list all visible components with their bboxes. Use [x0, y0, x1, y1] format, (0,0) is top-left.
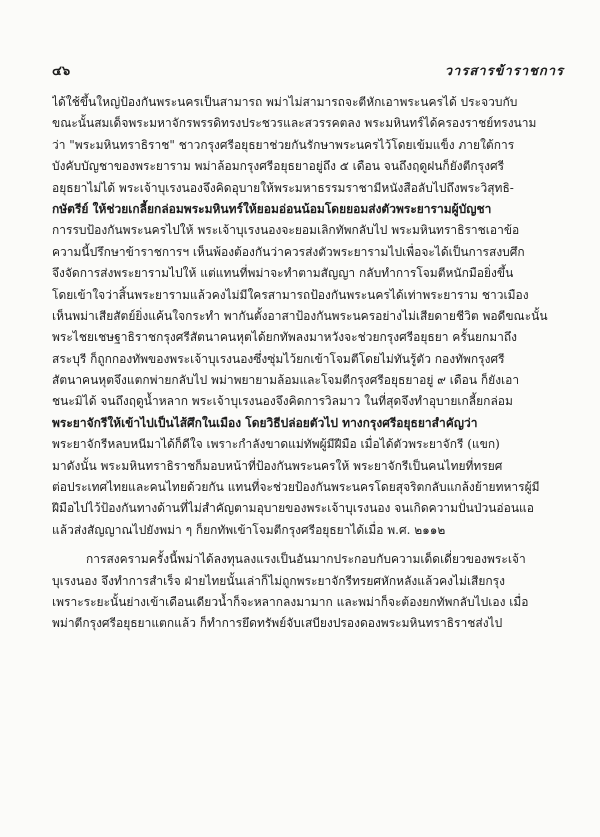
paragraph	[52, 549, 564, 635]
text-line: ได้ใช้ขึ้นใหญ่ป้องกันพระนครเป็นสามารถ พม่าไม่สามารถจะตีหักเอาพระนครได้ ประจวบกับ	[52, 95, 518, 109]
text-line: แล้วส่งสัญญาณไปยังพม่า ๆ ก็ยกทัพเข้าโจมตีกรุงศรีอยุธยาได้เมื่อ พ.ศ. ๒๑๑๒	[52, 522, 446, 537]
text-line: มาดังนั้น พระมหินทราธิราชก็มอบหน้าที่ป้องกันพระนครให้ พระยาจักรีเป็นคนไทยที่ทรยศ	[52, 458, 503, 473]
text-line: สระบุรี ก็ถูกกองทัพของพระเจ้าบุเรงนองซึ่งซุ่มไว้ยกเข้าโจมตีโดยไม่ทันรู้ตัว กองทัพกรุงศรี	[52, 351, 505, 366]
text-line: พระไชยเชษฐาธิราชกรุงศรีสัตนาคนหุตได้ยกทัพลงมาหวังจะช่วยกรุงศรีอยุธยา ครั้นยกมาถึง	[52, 330, 518, 345]
paragraph	[52, 92, 564, 541]
text-line: ต่อประเทศไทยและคนไทยด้วยกัน แทนที่จะช่วยป้องกันพระนครโดยสุจริตกลับแกล้งย้ายทหารผู้มี	[52, 480, 540, 495]
text-line: ฝีมือไปไว้ป้องกันทางด้านที่ไม่สำคัญตามอุบายของพระเจ้าบุเรงนอง จนเกิดความปั่นป่วนอ่อนแอ	[52, 501, 534, 516]
text-line: อยุธยาไม่ได้ พระเจ้าบุเรงนองจึงคิดอุบายให้พระมหาธรรมราชามีหนังสือลับไปถึงพระวิสุทธิ-	[52, 180, 514, 195]
journal-title: วารสารข้าราชการ	[444, 64, 564, 79]
page-header	[52, 60, 564, 80]
body-text	[52, 92, 564, 635]
text-line: พระยาจักรีหลบหนีมาได้ก็ดีใจ เพราะกำลังขาดแม่ทัพผู้มีฝีมือ เมื่อได้ตัวพระยาจักรี (แขก)	[52, 437, 500, 452]
text-line: ขณะนั้นสมเด็จพระมหาจักรพรรดิทรงประชวรและสวรรคตลง พระมหินทร์ได้ครองราชย์ทรงนาม	[52, 116, 537, 131]
text-line: การรบป้องกันพระนครไปให้ พระเจ้าบุเรงนองจะยอมเลิกทัพกลับไป พระมหินทราธิราชเอาข้อ	[52, 223, 520, 238]
text-line: บังคับบัญชาของพระยาราม พม่าล้อมกรุงศรีอยุธยาอยู่ถึง ๕ เดือน จนถึงฤดูฝนก็ยังตีกรุงศรี	[52, 159, 505, 174]
text-line: สัตนาคนหุตจึงแตกพ่ายกลับไป พม่าพยายามล้อมและโจมตีกรุงศรีอยุธยาอยู่ ๙ เดือน ก็ยังเอา	[52, 373, 520, 388]
text-line: การสงครามครั้งนี้พม่าได้ลงทุนลงแรงเป็นอันมากประกอบกับความเด็ดเดี่ยวของพระเจ้า	[86, 552, 526, 567]
text-line: โดยเข้าใจว่าสิ้นพระยารามแล้วคงไม่มีใครสามารถป้องกันพระนครได้เท่าพระยาราม ชาวเมือง	[52, 287, 529, 302]
text-line: บุเรงนอง จึงทำการสำเร็จ ฝ่ายไทยนั้นเล่าก็ไม่ถูกพระยาจักรีทรยศหักหลังแล้วคงไม่เสียกรุง	[52, 573, 505, 588]
text-line: จึงจัดการส่งพระยารามไปให้ แต่แทนที่พม่าจะทำตามสัญญา กลับทำการโจมตีหนักมือยิ่งขึ้น	[52, 266, 514, 281]
text-line: พระยาจักรีให้เข้าไปเป็นไส้ศึกในเมือง โดยวิธีปล่อยตัวไป ทางกรุงศรีอยุธยาสำคัญว่า	[52, 415, 478, 430]
text-line: เห็นพม่าเสียสัตย์ยิ่งแค้นใจกระทำ พากันตั้งอาสาป้องกันพระนครอย่างไม่เสียดายชีวิต พอดีขณะนั้น	[52, 308, 548, 323]
page-number: ๔๖	[52, 64, 71, 79]
text-line: ว่า "พระมหินทราธิราช" ชาวกรุงศรีอยุธยาช่วยกันรักษาพระนครไว้โดยเข้มแข็ง ภายใต้การ	[52, 137, 515, 152]
text-line: ชนะมิได้ จนถึงฤดูน้ำหลาก พระเจ้าบุเรงนองจึงคิดการวิลมาว ในที่สุดจึงทำอุบายเกลี้ยกล่อม	[52, 394, 513, 409]
text-line: ความนี้ปรึกษาข้าราชการฯ เห็นพ้องต้องกันว่าควรส่งตัวพระยารามไปเพื่อจะได้เป็นการสงบศึก	[52, 244, 525, 259]
text-line: กษัตรีย์ ให้ช่วยเกลี้ยกล่อมพระมหินทร์ให้ยอมอ่อนน้อมโดยยอมส่งตัวพระยารามผู้บัญชา	[52, 201, 492, 216]
text-line: พม่าตีกรุงศรีอยุธยาแตกแล้ว ก็ทำการยึดทรัพย์จับเสบียงปรองดองพระมหินทราธิราชส่งไป	[52, 616, 503, 631]
text-line: เพราะระยะนั้นย่างเข้าเดือนเดียวน้ำก็จะหลากลงมามาก และพม่าก็จะต้องยกทัพกลับไปเอง เมื่อ	[52, 594, 529, 609]
